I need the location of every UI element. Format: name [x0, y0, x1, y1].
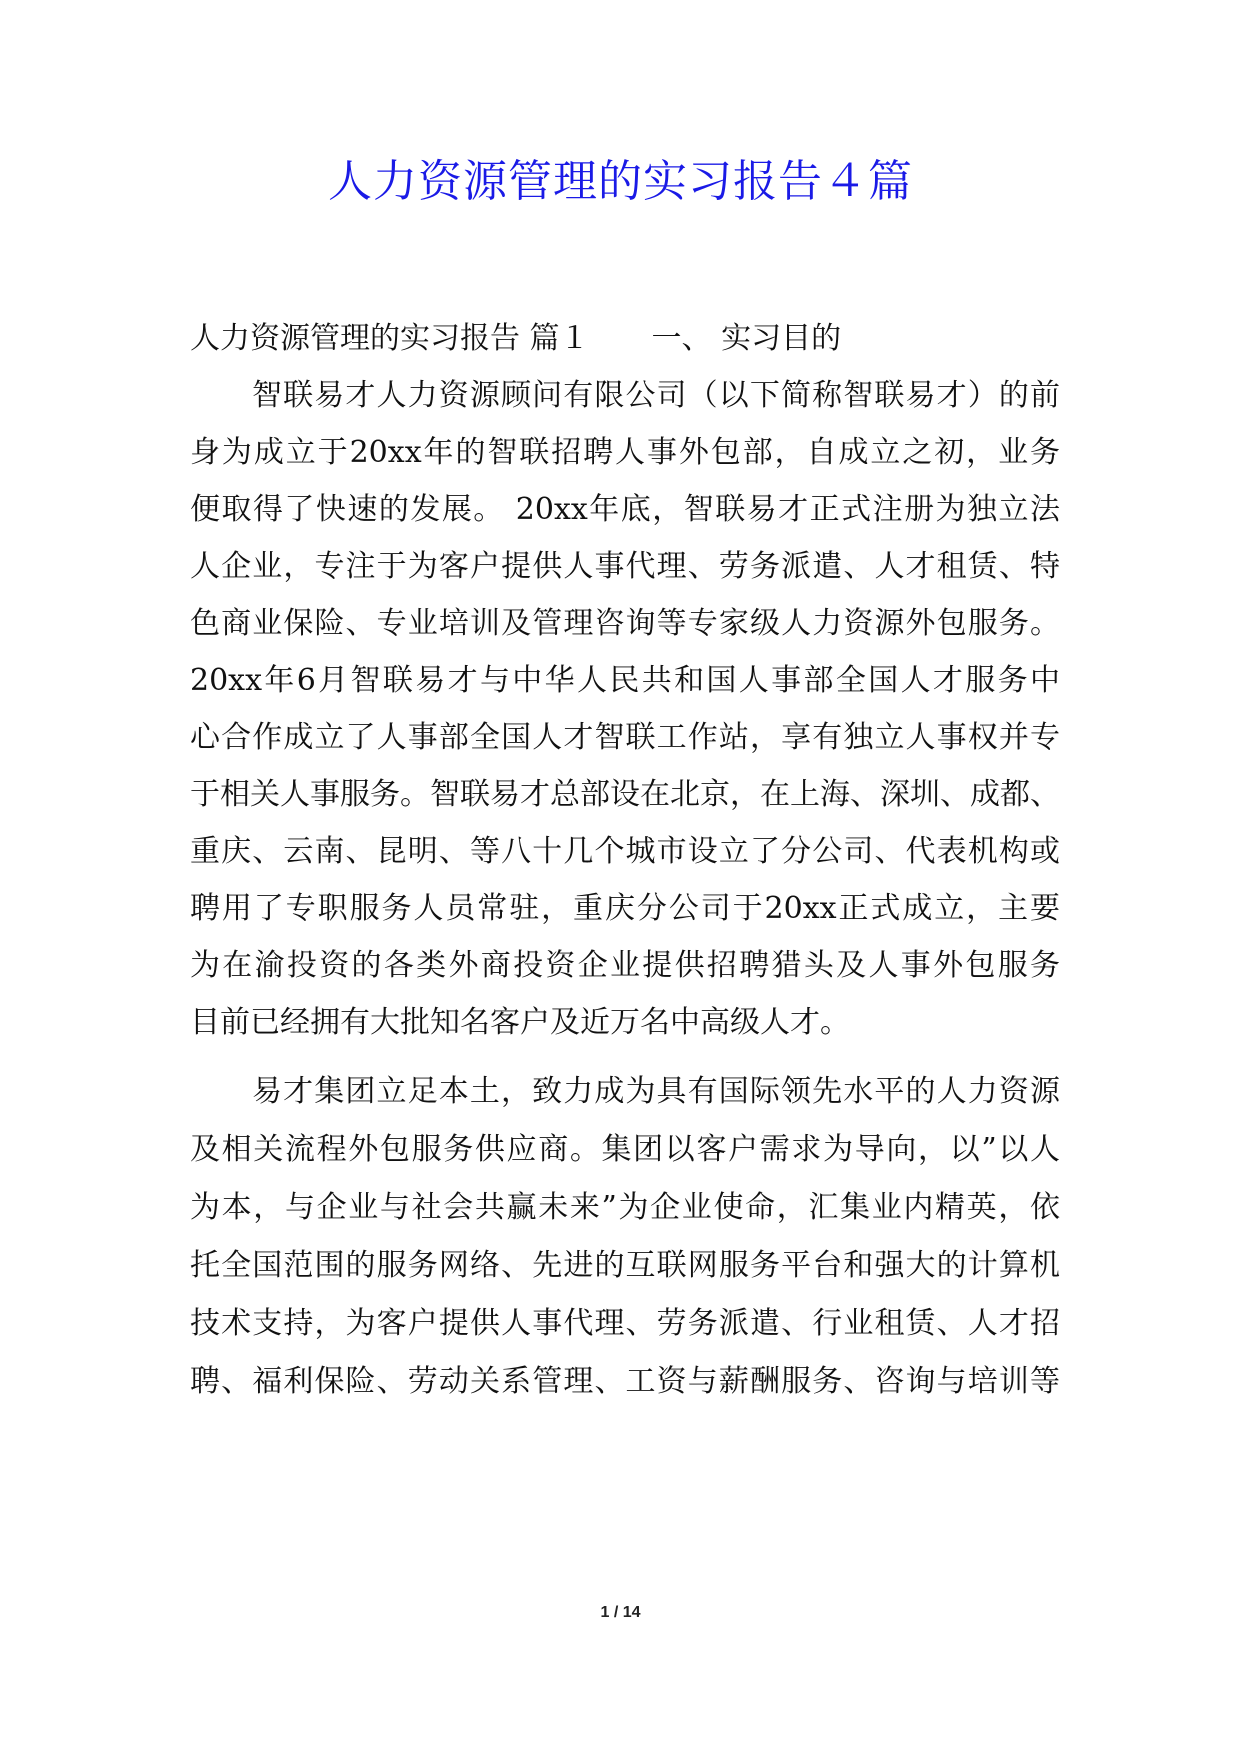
paragraph-line: 聘用了专职服务人员常驻，重庆分公司于20xx正式成立，主要 [190, 891, 1060, 926]
paragraph-line: 易才集团立足本土，致力成为具有国际领先水平的人力资源 [252, 1074, 1060, 1109]
paragraph-line: 及相关流程外包服务供应商。集团以客户需求为导向，以”以人 [190, 1132, 1060, 1167]
paragraph-line: 托全国范围的服务网络、先进的互联网服务平台和强大的计算机 [190, 1248, 1060, 1283]
paragraph-line: 技术支持，为客户提供人事代理、劳务派遣、行业租赁、人才招 [190, 1306, 1060, 1341]
page-number: 1 / 14 [600, 1604, 641, 1621]
paragraph-line: 心合作成立了人事部全国人才智联工作站，享有独立人事权并专 [190, 720, 1060, 755]
paragraph-line: 目前已经拥有大批知名客户及近万名中高级人才。 [190, 1005, 850, 1040]
paragraph-line: 为本，与企业与社会共赢未来”为企业使命，汇集业内精英，依 [190, 1190, 1060, 1225]
document-title: 人力资源管理的实习报告４篇 [328, 156, 913, 207]
paragraph-line: 重庆、云南、昆明、等八十几个城市设立了分公司、代表机构或 [190, 834, 1060, 869]
paragraph-line: 智联易才人力资源顾问有限公司（以下简称智联易才）的前 [252, 378, 1060, 413]
paragraph-line: 于相关人事服务。智联易才总部设在北京，在上海、深圳、成都、 [190, 777, 1060, 812]
paragraph-line: 人企业，专注于为客户提供人事代理、劳务派遣、人才租赁、特 [190, 549, 1060, 584]
section-heading-title: 人力资源管理的实习报告 篇１ [190, 321, 590, 356]
paragraph-line: 为在渝投资的各类外商投资企业提供招聘猎头及人事外包服务 [190, 948, 1060, 983]
paragraph-line: 身为成立于20xx年的智联招聘人事外包部，自成立之初，业务 [190, 435, 1060, 470]
paragraph-line: 色商业保险、专业培训及管理咨询等专家级人力资源外包服务。 [190, 606, 1060, 641]
paragraph-line: 20xx年6月智联易才与中华人民共和国人事部全国人才服务中 [190, 663, 1060, 698]
paragraph-line: 便取得了快速的发展。 20xx年底，智联易才正式注册为独立法 [190, 492, 1060, 527]
paragraph-line: 聘、福利保险、劳动关系管理、工资与薪酬服务、咨询与培训等 [190, 1364, 1060, 1399]
section-heading [190, 319, 1060, 359]
section-heading-subtitle: 一、 实习目的 [651, 321, 842, 356]
